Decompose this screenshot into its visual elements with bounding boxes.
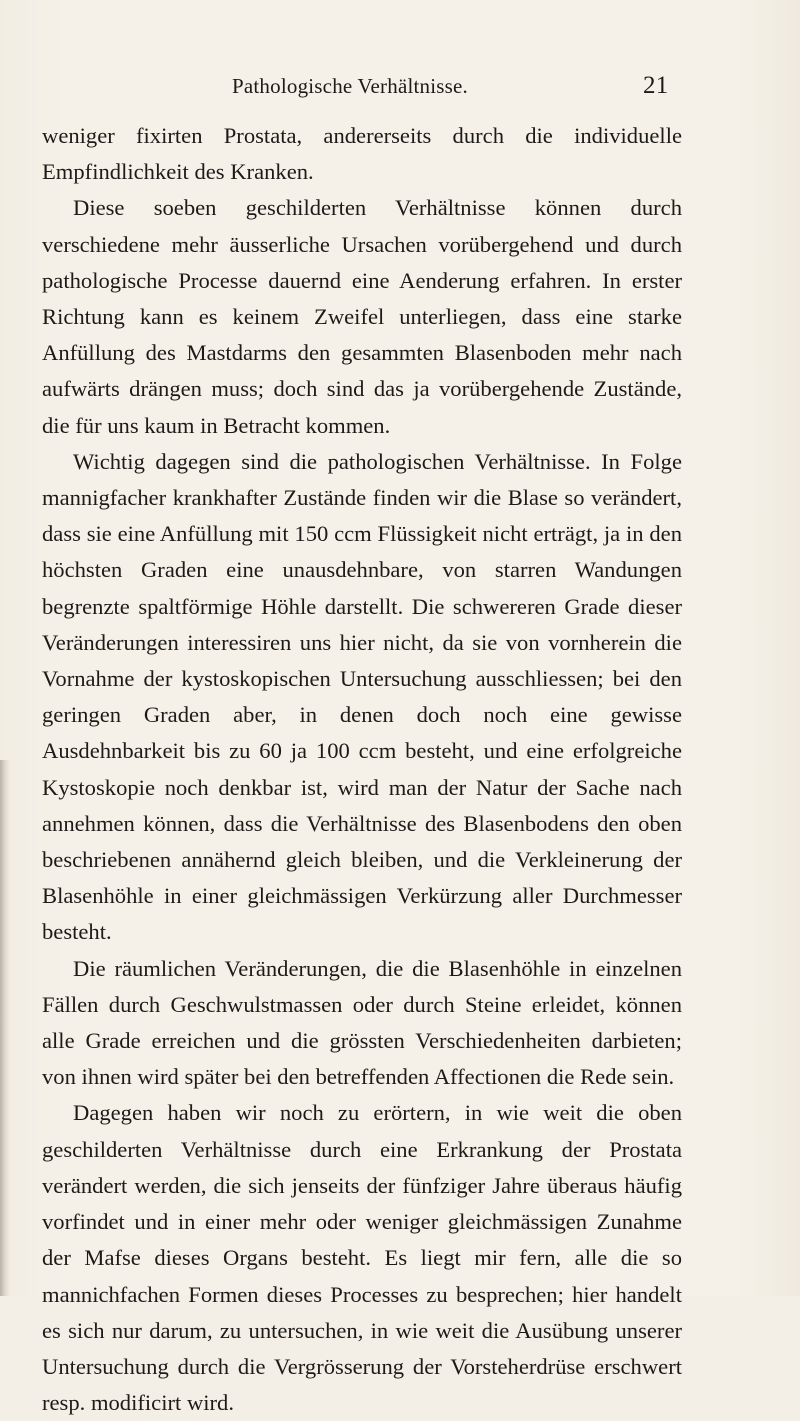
page-number: 21: [643, 72, 669, 99]
page-header: [232, 72, 669, 104]
paragraph: Die räumlichen Veränderungen, die die Blasenhöhle in einzelnen Fällen durch Geschwulstmassen oder durch Steine erleidet, können alle Grade erreichen und die grössten Verschiedenheiten darbieten; von ihnen wird später bei den betreffenden Affectionen die Rede sein.: [42, 955, 682, 1090]
binding-shadow: [0, 760, 10, 1296]
body-text: [42, 118, 682, 1421]
paragraph: Diese soeben geschilderten Verhältnisse können durch verschiedene mehr äusserliche Ursachen vorübergehend und durch pathologische Processe dauernd eine Aenderung erfahren. In erster Richtung kann es keinem Zweifel unterliegen, dass eine starke Anfüllung des Mastdarms den gesammten Blasenboden mehr nach aufwärts drängen muss; doch sind das ja vorübergehende Zustände, die für uns kaum in Betracht kommen.: [42, 195, 682, 438]
running-title: Pathologische Verhältnisse.: [232, 74, 468, 98]
paragraph: Dagegen haben wir noch zu erörtern, in wie weit die oben geschilderten Verhältnisse durch eine Erkrankung der Prostata verändert werden, die sich jenseits der fünfziger Jahre überaus häufig vorfindet und in einer mehr oder weniger gleichmässigen Zunahme der Mafse dieses Organs besteht. Es liegt mir fern, alle die so mannichfachen Formen dieses Processes zu besprechen; hier handelt es sich nur darum, zu untersuchen, in wie weit die Ausübung unserer Untersuchung durch die Vergrösserung der Vorsteherdrüse erschwert resp. modificirt wird.: [42, 1100, 682, 1416]
paragraph-continued: weniger fixirten Prostata, andererseits durch die individuelle Empfindlichkeit des Kranken.: [42, 123, 682, 185]
paragraph: Wichtig dagegen sind die pathologischen Verhältnisse. In Folge mannigfacher krankhafter Zustände finden wir die Blase so verändert, dass sie eine Anfüllung mit 150 ccm Flüssigkeit nicht erträgt, ja in den höchsten Graden eine unausdehnbare, von starren Wandungen begrenzte spaltförmige Höhle darstellt. Die schwereren Grade dieser Veränderungen interessiren uns hier nicht, da sie von vornherein die Vornahme der kystoskopischen Untersuchung ausschliessen; bei den geringen Graden aber, in denen doch noch eine gewisse Ausdehnbarkeit bis zu 60 ja 100 ccm besteht, und eine erfolgreiche Kystoskopie noch denkbar ist, wird man der Natur der Sache nach annehmen können, dass die Verhältnisse des Blasenbodens den oben beschriebenen annähernd gleich bleiben, und die Verkleinerung der Blasenhöhle in einer gleichmässigen Verkürzung aller Durchmesser besteht.: [42, 448, 682, 945]
